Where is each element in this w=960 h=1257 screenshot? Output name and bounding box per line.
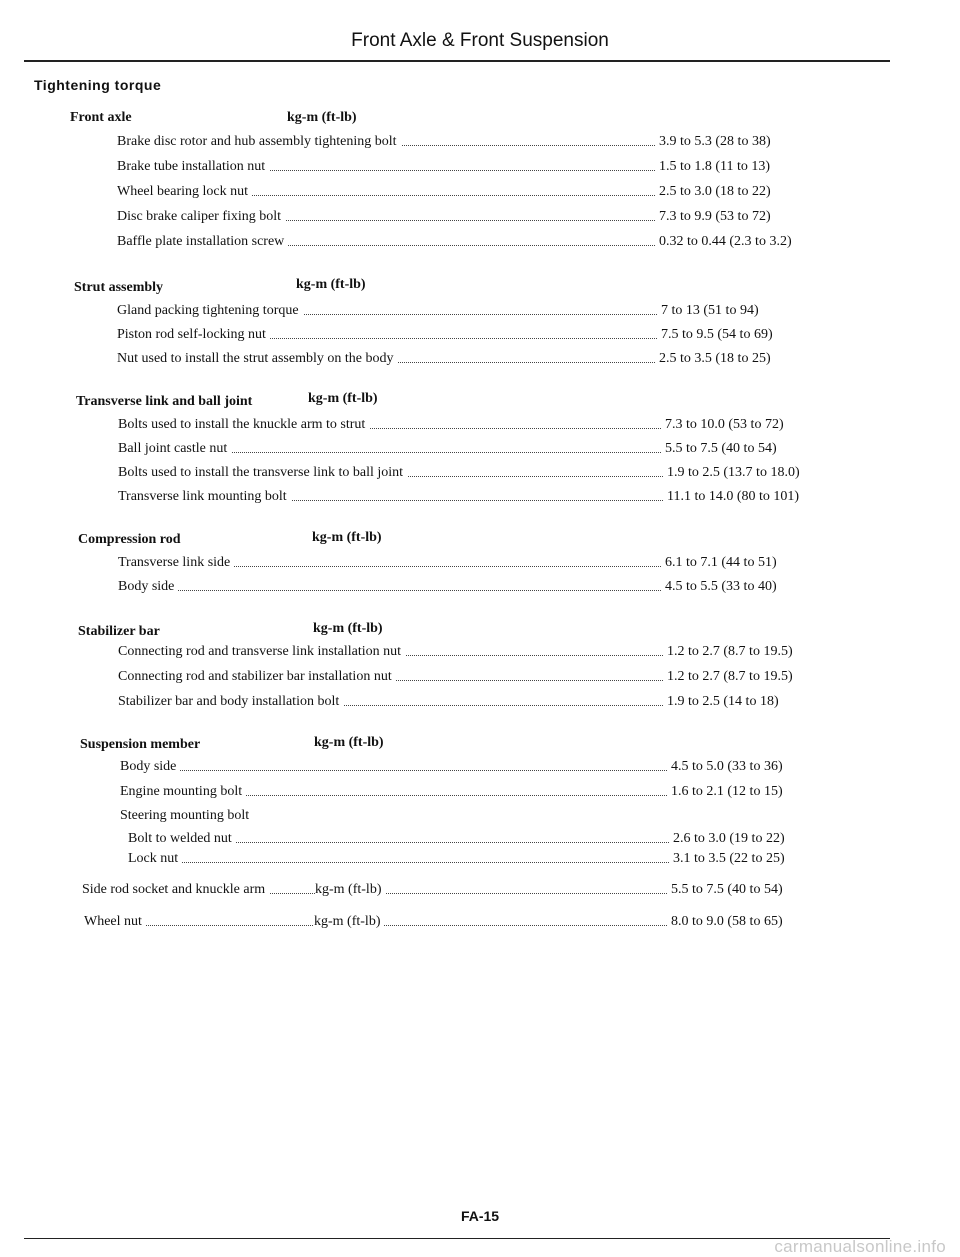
page-title: Front Axle & Front Suspension xyxy=(351,30,609,51)
row-value: 3.9 to 5.3 (28 to 38) xyxy=(657,132,771,152)
torque-row xyxy=(118,415,838,435)
row-value: 7.3 to 9.9 (53 to 72) xyxy=(657,207,771,227)
torque-row xyxy=(117,182,817,202)
dot-leader xyxy=(118,590,661,591)
group-title-strut-assembly: Strut assembly xyxy=(74,280,164,295)
row-value: 5.5 to 7.5 (40 to 54) xyxy=(663,439,777,459)
row-unit: kg-m (ft-lb) xyxy=(315,880,385,900)
row-value: 1.2 to 2.7 (8.7 to 19.5) xyxy=(665,667,793,687)
torque-row xyxy=(82,880,842,900)
torque-row xyxy=(118,642,838,662)
torque-row xyxy=(118,463,838,483)
torque-row xyxy=(120,782,840,802)
group-title-stabilizer-bar: Stabilizer bar xyxy=(78,624,160,639)
row-value: 5.5 to 7.5 (40 to 54) xyxy=(669,880,783,900)
row-unit: kg-m (ft-lb) xyxy=(314,912,384,932)
row-value: 0.32 to 0.44 (2.3 to 3.2) xyxy=(657,232,792,252)
row-value: 2.5 to 3.5 (18 to 25) xyxy=(657,349,771,369)
row-label: Gland packing tightening torque xyxy=(117,301,303,321)
bottom-divider xyxy=(24,1238,890,1239)
torque-row xyxy=(128,829,848,849)
row-value: 4.5 to 5.5 (33 to 40) xyxy=(663,577,777,597)
row-label: Body side xyxy=(118,577,178,597)
unit-suspension-member: kg-m (ft-lb) xyxy=(314,735,384,750)
torque-row xyxy=(117,132,817,152)
torque-row xyxy=(117,301,817,321)
torque-row xyxy=(118,667,838,687)
steering-mounting-label: Steering mounting bolt xyxy=(120,808,250,823)
unit-compression-rod: kg-m (ft-lb) xyxy=(312,530,382,545)
row-label: Brake tube installation nut xyxy=(117,157,269,177)
row-label: Side rod socket and knuckle arm xyxy=(82,880,269,900)
torque-row xyxy=(117,349,817,369)
row-label: Connecting rod and stabilizer bar installation nut xyxy=(118,667,396,687)
torque-row xyxy=(118,692,838,712)
row-label: Ball joint castle nut xyxy=(118,439,231,459)
torque-row xyxy=(120,757,840,777)
unit-stabilizer-bar: kg-m (ft-lb) xyxy=(313,621,383,636)
dot-leader xyxy=(120,770,667,771)
row-label: Transverse link mounting bolt xyxy=(118,487,291,507)
unit-strut-assembly: kg-m (ft-lb) xyxy=(296,277,366,292)
row-label: Nut used to install the strut assembly on the body xyxy=(117,349,397,369)
row-label: Body side xyxy=(120,757,180,777)
row-label: Baffle plate installation screw xyxy=(117,232,288,252)
torque-row xyxy=(118,487,838,507)
torque-row xyxy=(117,232,817,252)
row-label: Transverse link side xyxy=(118,553,234,573)
row-label: Bolt to welded nut xyxy=(128,829,236,849)
row-value: 8.0 to 9.0 (58 to 65) xyxy=(669,912,783,932)
torque-row xyxy=(118,577,838,597)
row-label: Piston rod self-locking nut xyxy=(117,325,270,345)
row-label: Wheel bearing lock nut xyxy=(117,182,252,202)
torque-row xyxy=(84,912,844,932)
group-title-transverse-link: Transverse link and ball joint xyxy=(76,394,253,409)
row-label: Stabilizer bar and body installation bolt xyxy=(118,692,343,712)
row-label: Bolts used to install the transverse link to ball joint xyxy=(118,463,407,483)
row-value: 1.2 to 2.7 (8.7 to 19.5) xyxy=(665,642,793,662)
row-value: 7 to 13 (51 to 94) xyxy=(659,301,759,321)
torque-row xyxy=(128,849,848,869)
watermark: carmanualsonline.info xyxy=(774,1237,946,1256)
unit-transverse-link: kg-m (ft-lb) xyxy=(308,391,378,406)
row-label: Connecting rod and transverse link installation nut xyxy=(118,642,405,662)
top-divider xyxy=(24,60,890,62)
torque-row xyxy=(118,439,838,459)
group-title-suspension-member: Suspension member xyxy=(80,737,201,752)
row-value: 7.5 to 9.5 (54 to 69) xyxy=(659,325,773,345)
row-value: 11.1 to 14.0 (80 to 101) xyxy=(665,487,799,507)
row-value: 6.1 to 7.1 (44 to 51) xyxy=(663,553,777,573)
row-value: 3.1 to 3.5 (22 to 25) xyxy=(671,849,785,869)
group-title-compression-rod: Compression rod xyxy=(78,532,181,547)
row-label: Brake disc rotor and hub assembly tightening bolt xyxy=(117,132,401,152)
row-value: 1.6 to 2.1 (12 to 15) xyxy=(669,782,783,802)
row-value: 2.6 to 3.0 (19 to 22) xyxy=(671,829,785,849)
section-heading: Tightening torque xyxy=(34,77,162,93)
row-label: Disc brake caliper fixing bolt xyxy=(117,207,285,227)
group-title-front-axle: Front axle xyxy=(70,110,132,125)
row-label: Engine mounting bolt xyxy=(120,782,246,802)
row-value: 2.5 to 3.0 (18 to 22) xyxy=(657,182,771,202)
page-number: FA-15 xyxy=(460,1208,500,1224)
row-label: Wheel nut xyxy=(84,912,146,932)
row-value: 1.9 to 2.5 (14 to 18) xyxy=(665,692,779,712)
torque-row xyxy=(117,207,817,227)
row-label: Lock nut xyxy=(128,849,182,869)
torque-row xyxy=(117,157,817,177)
row-label: Bolts used to install the knuckle arm to strut xyxy=(118,415,369,435)
torque-row xyxy=(117,325,817,345)
unit-front-axle: kg-m (ft-lb) xyxy=(287,110,357,125)
row-value: 1.9 to 2.5 (13.7 to 18.0) xyxy=(665,463,800,483)
torque-row xyxy=(118,553,838,573)
row-value: 7.3 to 10.0 (53 to 72) xyxy=(663,415,784,435)
row-value: 1.5 to 1.8 (11 to 13) xyxy=(657,157,770,177)
dot-leader xyxy=(128,862,669,863)
row-value: 4.5 to 5.0 (33 to 36) xyxy=(669,757,783,777)
